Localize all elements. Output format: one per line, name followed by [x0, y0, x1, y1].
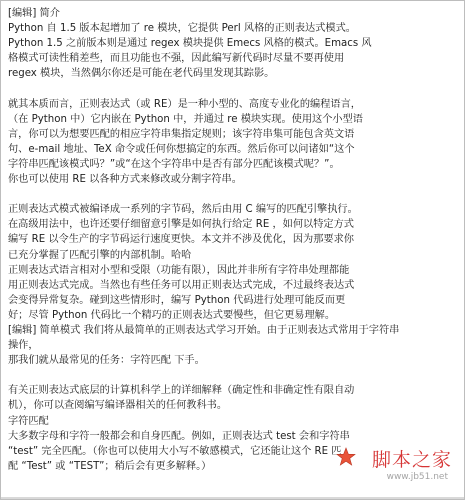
- text-line: 字符串匹配该模式吗？”或“在这个字符串中是否有部分匹配该模式呢？”。: [8, 158, 340, 170]
- text-line: 会变得异常复杂。碰到这些情形时，编写 Python 代码进行处理可能反而更: [8, 294, 346, 306]
- text-line: [编辑] 简单模式 我们将从最简单的正则表达式学习开始。由于正则表达式常用于字符串: [8, 324, 400, 336]
- paragraph-gap: [8, 368, 456, 383]
- text-line: 机），你可以查阅编写编译器相关的任何教科书。: [8, 400, 228, 412]
- text-line: 在高级用法中，也许还要仔细留意引擎是如何执行给定 RE ，如何以特定方式: [8, 219, 354, 231]
- document-body: [8, 6, 456, 474]
- text-line: 字符匹配: [8, 415, 49, 427]
- text-line: Python 自 1.5 版本起增加了 re 模块，它提供 Perl 风格的正则表达式模式。: [8, 23, 356, 35]
- text-line: 操作，: [8, 340, 39, 352]
- text-line: （在 Python 中）它内嵌在 Python 中，并通过 re 模块实现。使用这个小型语: [8, 113, 363, 125]
- bottom-divider: [1, 497, 464, 499]
- text-line: 正则表达式语言相对小型和受限（功能有限），因此并非所有字符串处理都能: [8, 264, 350, 276]
- text-line: 好；尽管 Python 代码比一个精巧的正则表达式要慢些，但它更易理解。: [8, 309, 336, 321]
- text-line: 大多数字母和字符一般都会和自身匹配。例如，正则表达式 test 会和字符串: [8, 430, 350, 442]
- paragraph-gap: [8, 81, 456, 96]
- text-line: 有关正则表达式底层的计算机科学上的详细解释（确定性和非确定性有限自动: [8, 385, 355, 397]
- text-line: 配 “Test” 或 “TEST”；稍后会有更多解释。）: [8, 460, 212, 472]
- star-logo-icon: [336, 447, 356, 467]
- text-line: regex 模块，当然偶尔你还是可能在老代码里发现其踪影。: [8, 68, 275, 80]
- site-watermark: [336, 445, 456, 489]
- text-line: 用正则表达式完成。当然也有些任务可以用正则表达式完成，不过最终表达式: [8, 279, 355, 291]
- text-line: 句、e-mail 地址、TeX 命令或任何你想搞定的东西。然后你可以问诸如“这个: [8, 143, 355, 155]
- text-line: Python 1.5 之前版本则是通过 regex 模块提供 Emecs 风格的模式。Emacs 风: [8, 38, 372, 50]
- text-line: 格模式可读性稍差些，而且功能也不强，因此编写新代码时尽量不要再使用: [8, 53, 345, 65]
- text-line: 正则表达式模式被编译成一系列的字节码，然后由用 C 编写的匹配引擎执行。: [8, 204, 358, 216]
- paragraph-gap: [8, 187, 456, 202]
- watermark-url: www.jb51.net: [386, 472, 448, 482]
- section-heading: [编辑] 简介: [8, 8, 60, 19]
- text-line: 编写 RE 以令生产的字节码运行速度更快。本文并不涉及优化，因为那要求你: [8, 234, 354, 246]
- watermark-logo-text: 脚本之家: [371, 449, 452, 471]
- text-line: 已充分掌握了匹配引擎的内部机制。哈哈: [8, 249, 192, 261]
- text-line: “test” 完全匹配。（你也可以使用大小写不敏感模式，它还能让这个 RE 匹: [8, 445, 342, 457]
- text-line: 就其本质而言，正则表达式（或 RE）是一种小型的、高度专业化的编程语言，: [8, 98, 361, 110]
- text-line: 言，你可以为想要匹配的相应字符串集指定规则；该字符串集可能包含英文语: [8, 128, 355, 140]
- text-line: 你也可以使用 RE 以各种方式来修改或分割字符串。: [8, 174, 242, 186]
- text-line: 那我们就从最常见的任务：字符匹配 下手。: [8, 355, 205, 367]
